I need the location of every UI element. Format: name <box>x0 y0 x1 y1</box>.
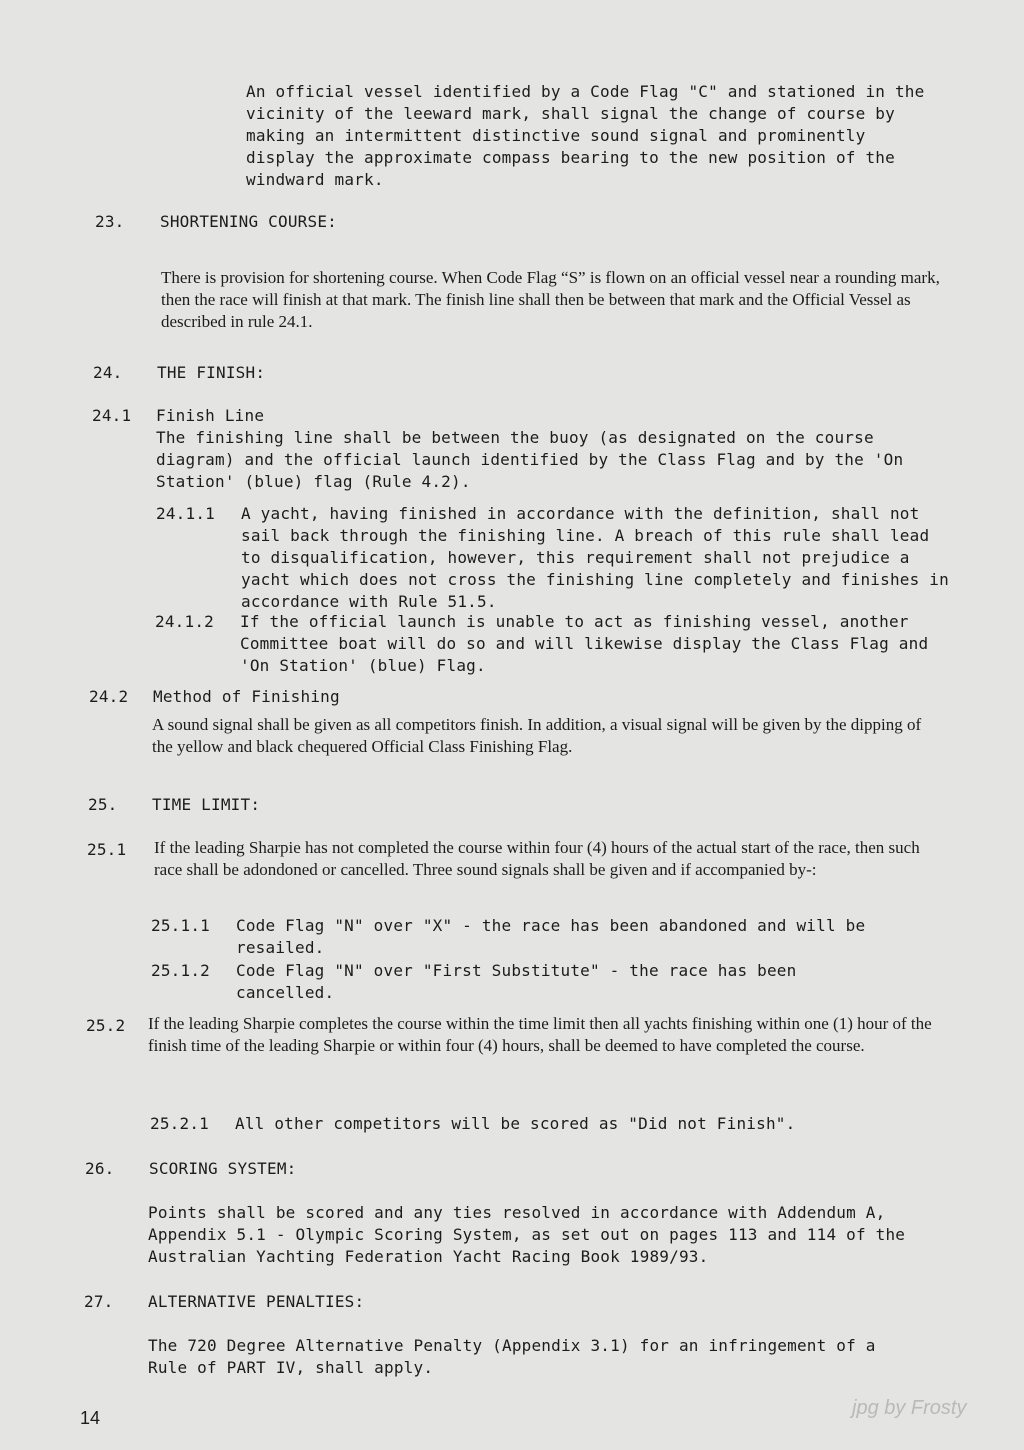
item-25-2-1-text: All other competitors will be scored as "Did not Finish". <box>235 1114 796 1133</box>
section-24-number: 24. <box>93 363 123 382</box>
section-23-number: 23. <box>95 212 125 231</box>
item-24-1-2-number: 24.1.2 <box>155 612 214 631</box>
section-23-body: There is provision for shortening course. When Code Flag “S” is flown on an official vessel near a rounding mark, then the race will finish at that mark. The finish line shall then be between that mark and the Official Vessel as described in rule 24.1. <box>161 268 940 331</box>
item-24-1-1-number: 24.1.1 <box>156 504 215 523</box>
section-25-heading: TIME LIMIT: <box>152 795 261 814</box>
section-25-number: 25. <box>88 795 118 814</box>
section-24-1-number: 24.1 <box>92 406 132 425</box>
section-24-heading: THE FINISH: <box>157 363 266 382</box>
item-25-2-1-number: 25.2.1 <box>150 1114 209 1133</box>
section-25-2-body: If the leading Sharpie completes the course within the time limit then all yachts finishing within one (1) hour of the finish time of the leading Sharpie or within four (4) hours, shall be deemed to have completed the course. <box>148 1014 932 1055</box>
section-25-2-number: 25.2 <box>86 1016 126 1035</box>
watermark-credit: jpg by Frosty <box>852 1397 967 1419</box>
section-24-2-number: 24.2 <box>89 687 129 706</box>
intro-paragraph: An official vessel identified by a Code Flag "C" and stationed in the vicinity of the leeward mark, shall signal the change of course by making an intermittent distinctive sound signal and prominently display the approximate compass bearing to the new position of the windward mark. <box>246 82 925 189</box>
item-25-1-1-text: Code Flag "N" over "X" - the race has been abandoned and will be resailed. <box>236 916 866 957</box>
section-24-1-title: Finish Line <box>156 406 265 425</box>
section-26-heading: SCORING SYSTEM: <box>149 1159 297 1178</box>
item-24-1-2-text: If the official launch is unable to act as finishing vessel, another Committee boat will do so and will likewise display the Class Flag and 'On Station' (blue) Flag. <box>240 612 929 675</box>
section-24-2-title: Method of Finishing <box>153 687 340 706</box>
item-25-1-2-number: 25.1.2 <box>151 961 210 980</box>
section-27-number: 27. <box>84 1292 114 1311</box>
section-26-body: Points shall be scored and any ties resolved in accordance with Addendum A, Appendix 5.1 - Olympic Scoring System, as set out on pages 113 and 114 of the Australian Yachting Federation Yacht Racing Book 1989/93. <box>148 1203 906 1266</box>
item-25-1-2-text: Code Flag "N" over "First Substitute" - the race has been cancelled. <box>236 961 797 1002</box>
section-25-1-body: If the leading Sharpie has not completed the course within four (4) hours of the actual start of the race, then such race shall be adondoned or cancelled. Three sound signals shall be given and if accompanied by-: <box>154 838 920 879</box>
section-25-1-number: 25.1 <box>87 840 127 859</box>
item-24-1-1-text: A yacht, having finished in accordance with the definition, shall not sail back through the finishing line. A breach of this rule shall lead to disqualification, however, this requirement shall not prejudice a yacht which does not cross the finishing line completely and finishes in accordance with Rule 51.5. <box>241 504 949 611</box>
section-24-2-body: A sound signal shall be given as all competitors finish. In addition, a visual signal will be given by the dipping of the yellow and black chequered Official Class Finishing Flag. <box>152 715 922 756</box>
section-24-1-body: The finishing line shall be between the buoy (as designated on the course diagram) and the official launch identified by the Class Flag and by the 'On Station' (blue) flag (Rule 4.2). <box>156 428 904 491</box>
item-25-1-1-number: 25.1.1 <box>151 916 210 935</box>
page-number: 14 <box>80 1408 101 1428</box>
section-27-body: The 720 Degree Alternative Penalty (Appendix 3.1) for an infringement of a Rule of PART IV, shall apply. <box>148 1336 876 1377</box>
section-23-heading: SHORTENING COURSE: <box>160 212 337 231</box>
section-26-number: 26. <box>85 1159 115 1178</box>
section-27-heading: ALTERNATIVE PENALTIES: <box>148 1292 365 1311</box>
